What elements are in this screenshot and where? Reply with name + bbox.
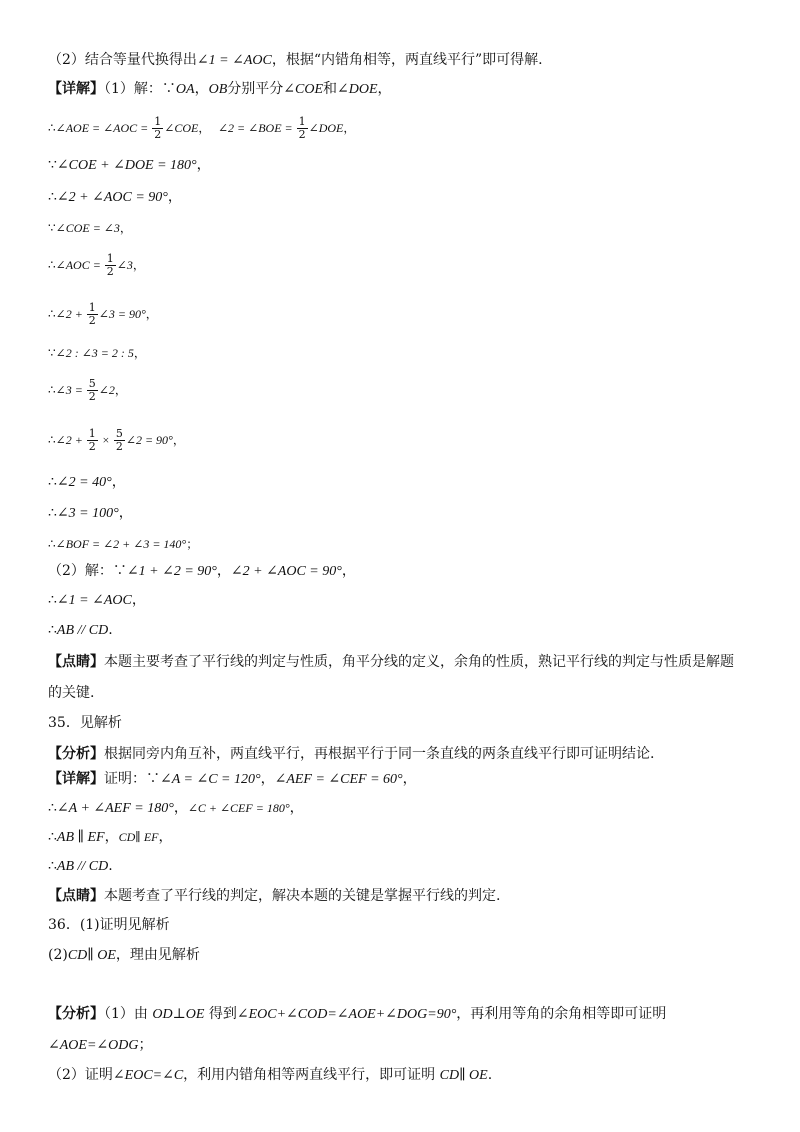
line-31: （2）证明∠EOC=∠C，利用内错角相等两直线平行，即可证明 CD∥ OE. [48, 1067, 493, 1083]
line-19: 的关键. [48, 685, 95, 701]
line-24: ∴AB ∥ EF，CD∥ EF， [48, 829, 173, 845]
line-17: ∴AB // CD. [48, 622, 113, 638]
line-02: 【详解】（1）解：∵OA，OB分别平分∠COE和∠DOE， [48, 81, 392, 97]
line-04: ∵∠COE + ∠DOE = 180°， [48, 157, 211, 173]
line-08: ∴∠2 + $\frac{1}{2}$ ∠3 = 90°， [48, 301, 158, 327]
section-tag: 【点睛】 [48, 888, 104, 904]
section-tag: 【详解】 [48, 771, 104, 787]
line-14: ∴∠BOF = ∠2 + ∠3 = 140°； [48, 537, 199, 551]
line-03: ∴∠AOE = ∠AOC = $\frac{1}{2}$ ∠COE， ∠2 = ∠BOE = $\frac{1}{2}$ ∠DOE， [48, 115, 356, 141]
section-tag: 【分析】 [48, 1006, 104, 1022]
line-26: 【点睛】本题考查了平行线的判定，解决本题的关键是掌握平行线的判定. [48, 888, 501, 904]
line-21: 【分析】根据同旁内角互补，两直线平行，再根据平行于同一条直线的两条直线平行即可证明结论. [48, 746, 655, 762]
fraction: $\frac{1}{2}$ [88, 427, 96, 453]
line-16: ∴∠1 = ∠AOC， [48, 592, 146, 608]
line-12: ∴∠2 = 40°， [48, 474, 126, 490]
fraction: $\frac{1}{2}$ [154, 115, 162, 141]
line-10: ∴∠3 = $\frac{5}{2}$ ∠2， [48, 377, 127, 403]
line-18: 【点睛】本题主要考查了平行线的判定与性质，角平分线的定义，余角的性质，熟记平行线的判定与性质是解题 [48, 654, 734, 670]
line-13: ∴∠3 = 100°， [48, 505, 133, 521]
line-15: （2）解：∵∠1 + ∠2 = 90°，∠2 + ∠AOC = 90°， [48, 563, 356, 579]
line-05: ∴∠2 + ∠AOC = 90°， [48, 189, 182, 205]
line-28: (2)CD∥ OE，理由见解析 [48, 947, 200, 963]
section-tag: 【详解】 [48, 81, 104, 97]
line-27: 36．(1)证明见解析 [48, 917, 170, 933]
fraction: $\frac{1}{2}$ [298, 115, 306, 141]
fraction: $\frac{5}{2}$ [88, 377, 96, 403]
line-07: ∴∠AOC = $\frac{1}{2}$ ∠3， [48, 252, 145, 278]
section-tag: 【点睛】 [48, 654, 104, 670]
line-22: 【详解】证明：∵∠A = ∠C = 120°，∠AEF = ∠CEF = 60°， [48, 771, 417, 787]
line-30: ∠AOE=∠ODG； [48, 1037, 153, 1053]
section-tag: 【分析】 [48, 746, 104, 762]
fraction: $\frac{5}{2}$ [115, 427, 123, 453]
line-25: ∴AB // CD. [48, 858, 113, 874]
line-29: 【分析】（1）由 OD⊥OE 得到∠EOC+∠COD=∠AOE+∠DOG=90°，再利用等角的余角相等即可证明 [48, 1006, 667, 1022]
line-23: ∴∠A + ∠AEF = 180°，∠C + ∠CEF = 180°， [48, 800, 304, 816]
line-20: 35．见解析 [48, 715, 122, 731]
fraction: $\frac{1}{2}$ [88, 301, 96, 327]
line-06: ∵∠COE = ∠3， [48, 221, 132, 235]
line-11: ∴∠2 + $\frac{1}{2}$ × $\frac{5}{2}$ ∠2 = 90°， [48, 427, 185, 453]
line-09: ∵∠2 : ∠3 = 2 : 5， [48, 346, 146, 360]
line-01: （2）结合等量代换得出∠1 = ∠AOC，根据“内错角相等，两直线平行”即可得解. [48, 52, 543, 68]
fraction: $\frac{1}{2}$ [106, 252, 114, 278]
